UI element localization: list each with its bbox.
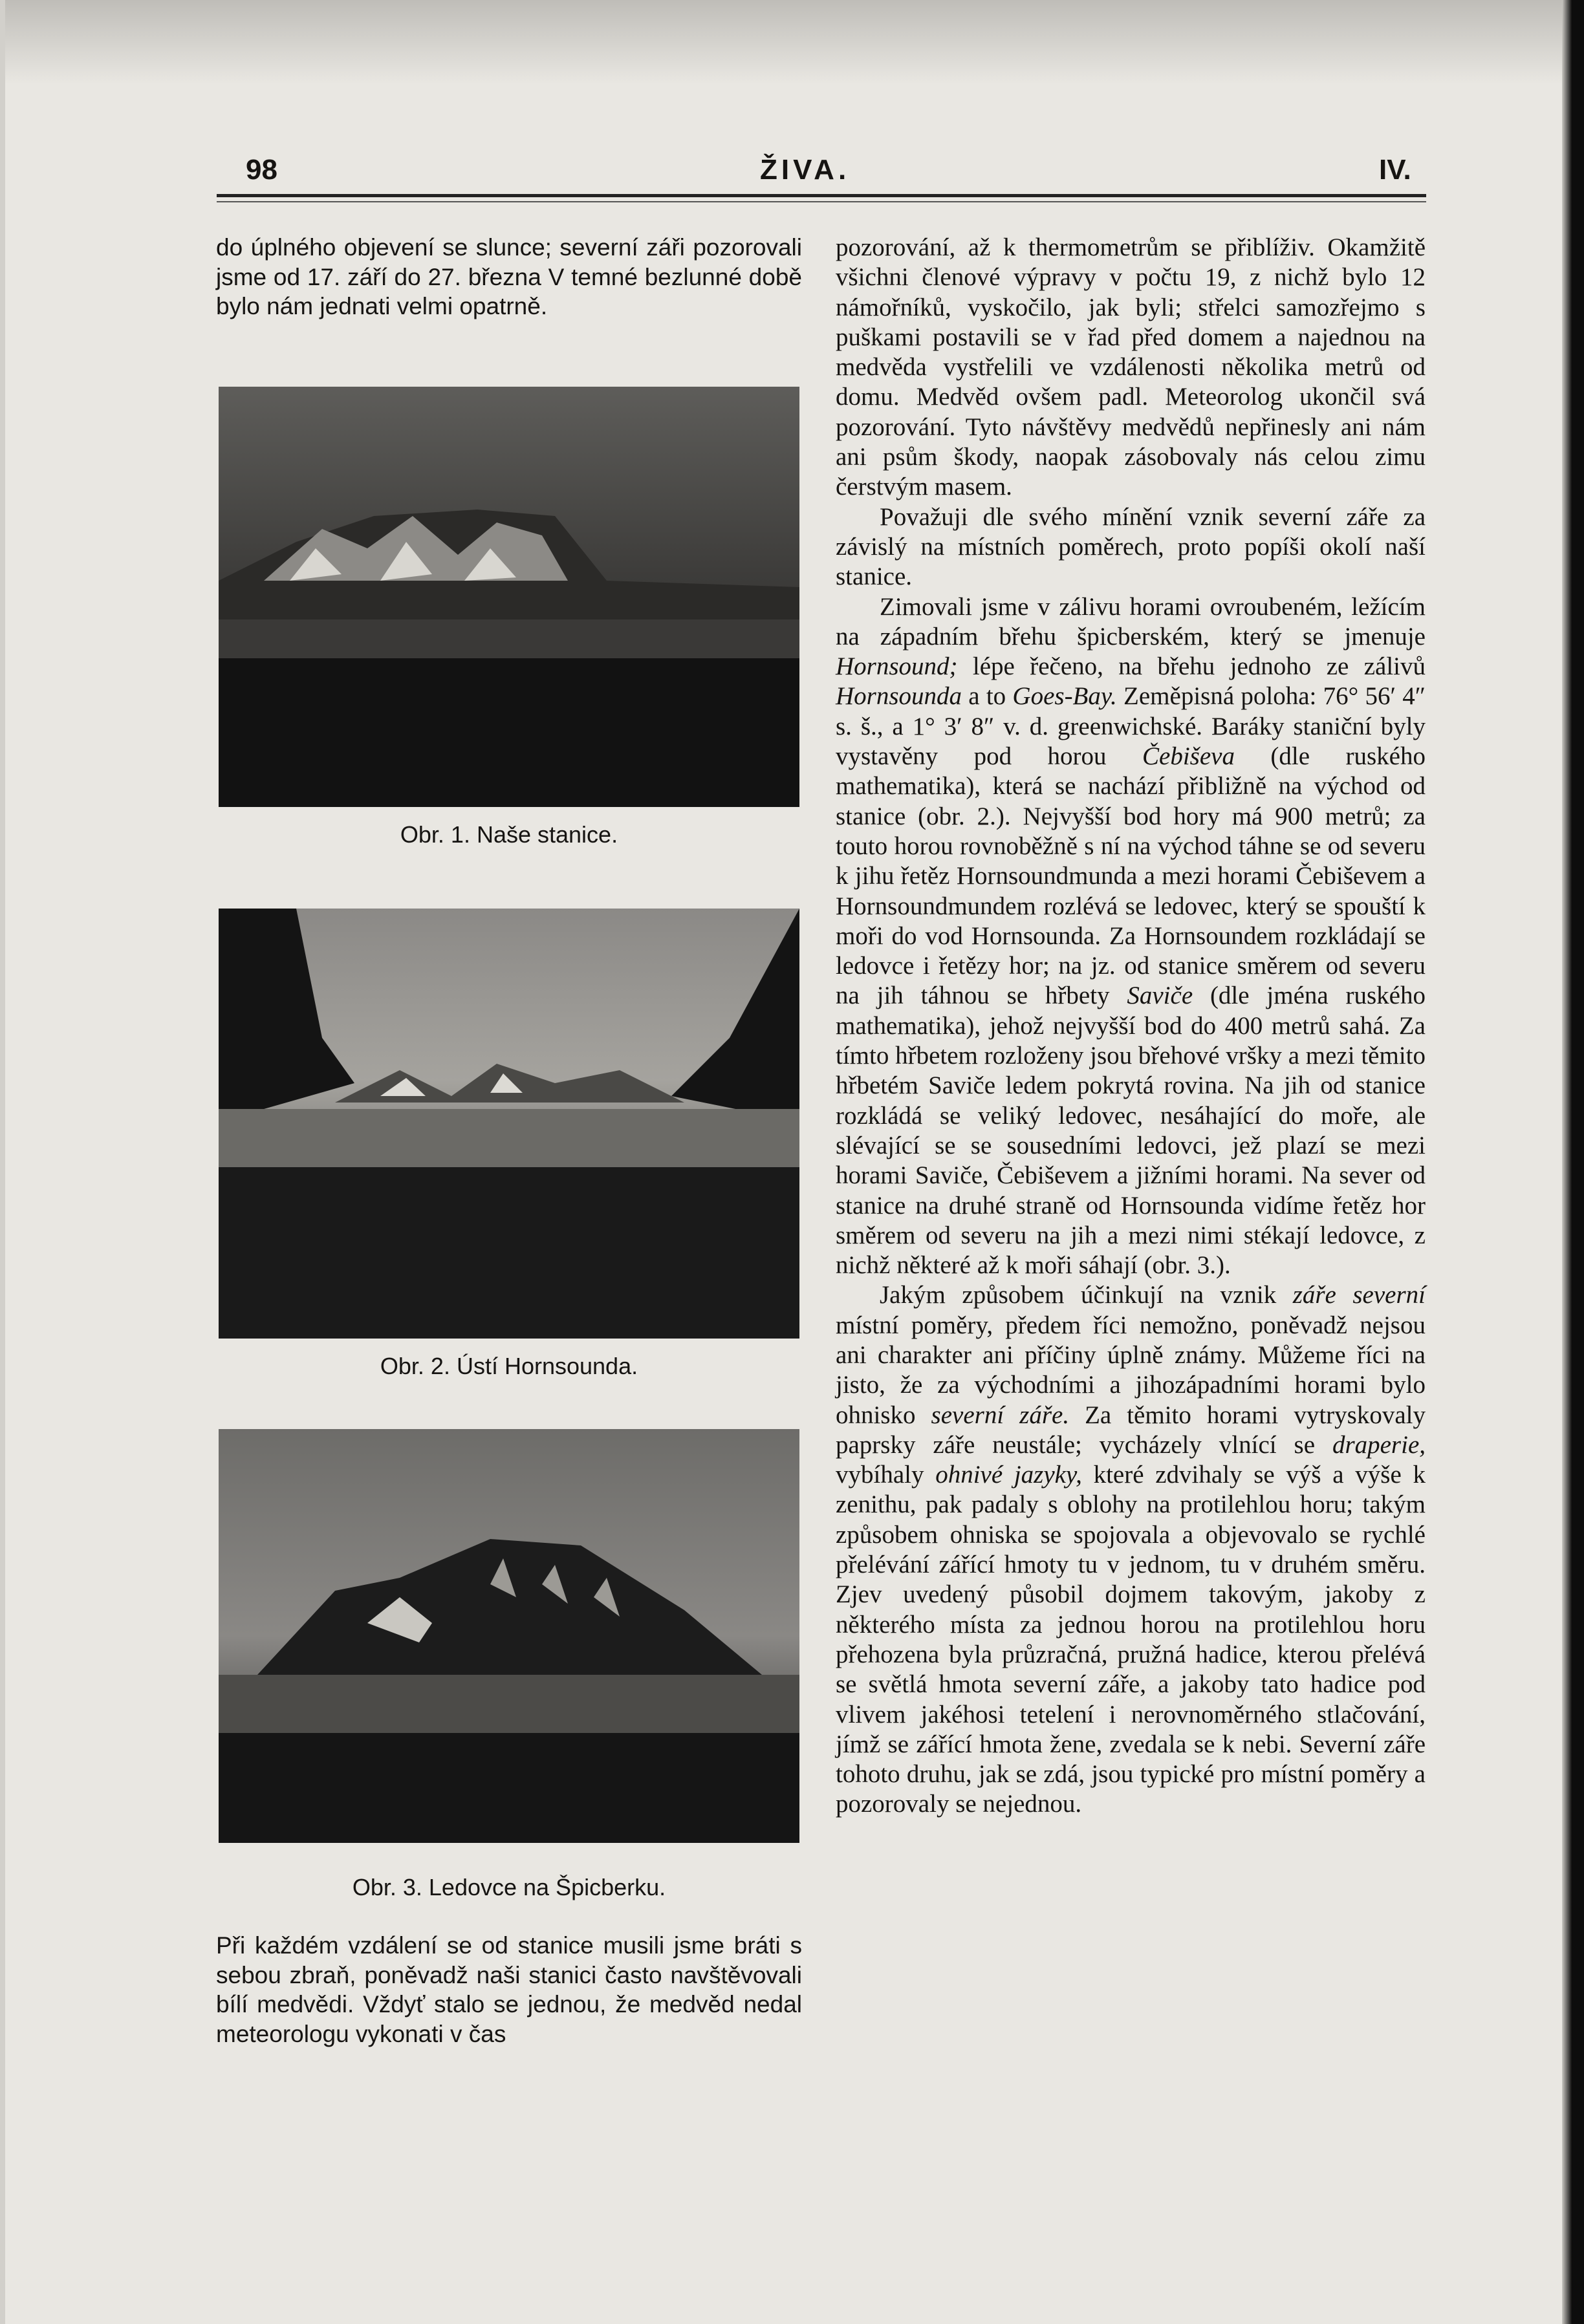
photo-station-image <box>219 387 799 807</box>
p4-term-ohnive-jazyky: ohnivé jazyky, <box>935 1461 1082 1489</box>
p3-place-hornsounda: Hornsounda <box>836 682 962 711</box>
scan-shadow-top <box>0 0 1584 84</box>
caption-fig2: Obr. 2. Ústí Hornsounda. <box>380 1353 638 1379</box>
photo-hornsound-image <box>219 909 799 1339</box>
p4-term-severni-zare: severní záře. <box>931 1401 1070 1429</box>
p4-text-c: Za těmito horami vytryskovaly paprsky záře neustále; vycházely vlnící se <box>836 1401 1426 1459</box>
right-column <box>836 233 1426 1820</box>
p3-place-cebiseva: Čebiševa <box>1142 742 1235 771</box>
page-number: 98 <box>246 154 277 186</box>
header-rule-thin <box>217 201 1426 202</box>
volume-number: IV. <box>1379 154 1411 186</box>
p3-place-savice: Saviče <box>1127 982 1193 1010</box>
intro-paragraph: do úplného objevení se slunce; severní záři pozorovali jsme od 17. září do 27. března V temné bezlunné době bylo nám jednati velmi opatrně. <box>216 234 802 319</box>
p4-text-a: Jakým způsobem účinkují na vznik <box>880 1281 1293 1309</box>
right-paragraph-1: pozorování, až k thermometrům se přiblíživ. Okamžitě všichni členové výpravy v počtu 19, z nichž bylo 12 námořníků, vyskočilo, jak byli; střelci samozřejmo s puškami postavili se v řad před domem a najednou na medvěda vystřelili ve vzdálenosti několika metrů od domu. Medvěd ovšem padl. Meteorolog ukončil svá pozorování. Tyto návštěvy medvědů nepřinesly ani nám ani psům škody, naopak zásobovaly nás celou zimu čerstvým masem. <box>836 233 1426 501</box>
p4-term-zare-severni: záře severní <box>1292 1281 1426 1309</box>
p3-place-hornsound: Hornsound; <box>836 652 958 681</box>
photo-glaciers-image <box>219 1429 799 1843</box>
right-paragraph-3 <box>836 592 1426 1281</box>
header-rule <box>217 194 1426 197</box>
journal-title: ŽIVA. <box>760 154 851 186</box>
p3-text-a: Zimovali jsme v zálivu horami ovroubeném, ležícím na západním břehu špicberském, který se jmenuje <box>836 592 1426 651</box>
photo-glaciers <box>219 1429 799 1843</box>
left-intro-text <box>216 233 802 321</box>
p3-place-goes-bay: Goes-Bay. <box>1012 682 1117 711</box>
p4-text-d: vybíhaly <box>836 1461 936 1489</box>
page-header <box>220 154 1423 193</box>
scan-edge-left <box>0 0 5 2324</box>
right-paragraph-2: Považuji dle svého mínění vznik severní záře za závislý na místních poměrech, proto popíši okolí naší stanice. <box>836 502 1426 591</box>
p3-text-e: (dle ruského mathematika), která se nachází přibližně na východ od stanice (obr. 2.). Nejvyšší bod hory má 900 metrů; za touto horou rovnoběžně s ní na východ táhne se od severu k jihu řetěz Hornsoundmunda a mezi horami Čebiševem a Hornsoundmundem rozlévá se ledovec, který se spouští k moři do vod Hornsounda. Za Hornsoundem rozkládají se ledovce i řetězy hor; na jz. od stanice směrem od severu na jih táhnou se hřbety <box>836 742 1426 1010</box>
photo-hornsound-mouth <box>219 909 799 1339</box>
right-paragraph-4 <box>836 1280 1426 1819</box>
photo-station <box>219 387 799 807</box>
p3-text-c: a to <box>962 682 1013 711</box>
caption-fig3: Obr. 3. Ledovce na Špicberku. <box>352 1874 666 1900</box>
outro-paragraph: Při každém vzdálení se od stanice musili jsme bráti s sebou zbraň, poněvadž naši stanici často navštěvovali bílí medvědi. Vždyť stalo se jednou, že medvěd nedal meteorologu vykonati v čas <box>216 1932 802 2047</box>
p3-text-b: lépe řečeno, na břehu jednoho ze zálivů <box>957 652 1426 681</box>
scan-edge-right <box>1562 0 1584 2324</box>
p4-text-b: místní poměry, předem říci nemožno, poněvadž nejsou ani charakter ani příčiny úplně známy. Můžeme říci na jisto, že za východními a jihozápadními horami bylo ohnisko <box>836 1311 1426 1429</box>
p3-text-f: (dle jména ruského mathematika), jehož nejvyšší bod do 400 metrů sahá. Za tímto hřbetem rozloženy jsou břehové vršky a mezi těmito hřbetém Saviče ledem pokrytá rovina. Na jih od stanice rozkládá se veliký ledovec, nesáhající do moře, ale slévající se se sousedními ledovci, jež plazí se mezi horami Saviče, Čebiševem a jižními horami. Na sever od stanice na druhé straně od Hornsounda vidíme řetěz hor směrem od severu na jih a mezi nimi stékají ledovce, z nichž některé až k moři sáhají (obr. 3.). <box>836 982 1426 1280</box>
p4-text-e: které zdvihaly se výš a výše k zenithu, pak padaly s oblohy na protilehlou horu; takým způsobem ohniska se spojovala a objevovalo se rychlé přelévání zářící hmoty tu v jednom, tu v druhém směru. Zjev uvedený působil dojmem takovým, jakoby z některého místa za jednou horou na protilehlou horu přehozena byla průzračná, pružná hadice, kterou přelévá se světlá hmota severní záře, a jakoby tato hadice pod vlivem jakéhosi tetelení i nerovnoměrného stlačování, jímž se zářící hmota žene, zvedala se k nebi. Severní záře tohoto druhu, jak se zdá, jsou typické pro místní poměry a pozorovaly se nejednou. <box>836 1461 1426 1818</box>
caption-fig1: Obr. 1. Naše stanice. <box>400 821 618 848</box>
left-outro-text <box>216 1931 802 2049</box>
p4-term-draperie: draperie, <box>1332 1430 1426 1459</box>
p3-text-d: Zeměpisná poloha: 76° 56′ 4″ s. š., a 1° 3′ 8″ v. d. greenwichské. Baráky staniční byly vystavěny pod horou <box>836 682 1426 771</box>
